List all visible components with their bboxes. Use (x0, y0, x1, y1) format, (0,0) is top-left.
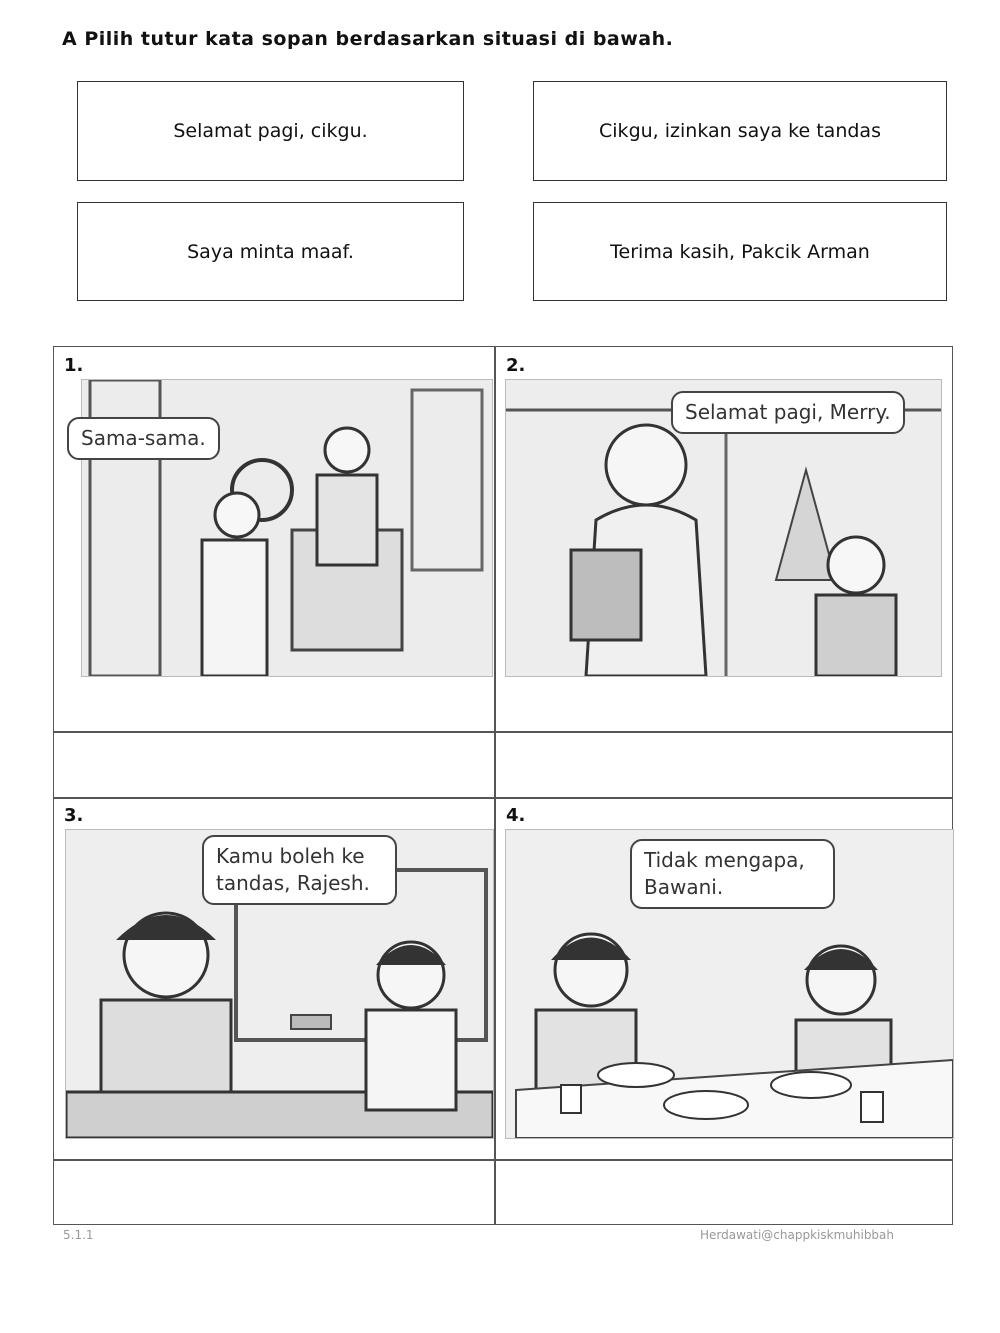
option-text: Cikgu, izinkan saya ke tandas (599, 120, 881, 142)
situation-grid (53, 346, 953, 1225)
option-text: Saya minta maaf. (187, 240, 354, 263)
speech-bubble-1: Sama-sama. (67, 417, 220, 460)
panel-number: 1. (64, 355, 84, 376)
option-box-1[interactable] (77, 81, 464, 181)
option-text: Terima kasih, Pakcik Arman (610, 240, 870, 263)
speech-text: Tidak mengapa, Bawani. (644, 848, 805, 899)
answer-box-2[interactable] (496, 733, 952, 797)
footer-code: 5.1.1 (63, 1228, 94, 1242)
speech-bubble-4 (630, 839, 835, 909)
footer-credit: Herdawati@chappkiskmuhibbah (700, 1228, 895, 1242)
speech-bubble-3 (202, 835, 397, 905)
panel-number: 3. (64, 805, 84, 826)
option-box-4[interactable] (533, 202, 947, 301)
instruction-heading: A Pilih tutur kata sopan berdasarkan situasi di bawah. (62, 28, 674, 50)
speech-text: Kamu boleh ke tandas, Rajesh. (216, 844, 370, 895)
answer-box-3[interactable] (54, 1161, 494, 1224)
answer-box-1[interactable] (54, 733, 494, 797)
grid-divider (54, 797, 952, 799)
option-box-3[interactable] (77, 202, 464, 301)
panel-number: 2. (506, 355, 526, 376)
option-text: Selamat pagi, cikgu. (173, 120, 368, 142)
answer-box-4[interactable] (496, 1161, 952, 1224)
speech-bubble-2: Selamat pagi, Merry. (671, 391, 905, 434)
option-box-2[interactable] (533, 81, 947, 181)
panel-number: 4. (506, 805, 526, 826)
